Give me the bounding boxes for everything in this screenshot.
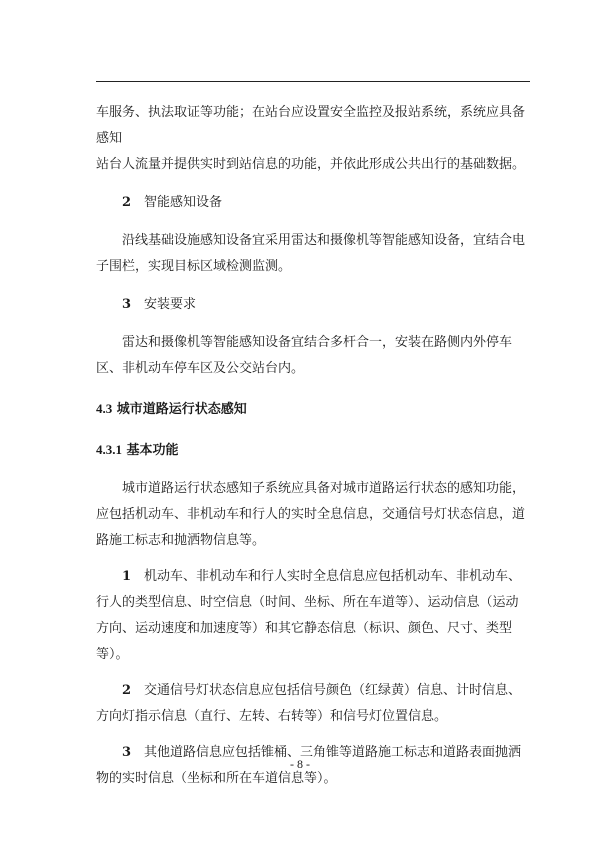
paragraph: 沿线基础设施感知设备宜采用雷达和摄像机等智能感知设备，宜结合电子围栏，实现目标区域检测监测。: [96, 233, 526, 274]
list-item: [96, 678, 530, 730]
paragraph-line: 站台人流量并提供实时到站信息的功能，并依此形成公共出行的基础数据。: [96, 157, 526, 172]
section-heading-4-3-1: [96, 437, 530, 464]
paragraph-continued: [96, 100, 530, 178]
item-text: 安装要求: [144, 297, 197, 312]
heading-text: 城市道路运行状态感知: [116, 402, 247, 417]
list-number: 1: [122, 569, 132, 584]
list-number: 3: [122, 745, 132, 760]
item-text: 智能感知设备: [144, 195, 223, 210]
item-number: 3: [122, 297, 132, 312]
list-text: 其他道路信息应包括锥桶、三角锥等道路施工标志和道路表面抛洒物的实时信息（坐标和所在车道信息等）。: [96, 745, 522, 786]
list-text: 交通信号灯状态信息应包括信号颜色（红绿黄）信息、计时信息、方向灯指示信息（直行、左转、右转等）和信号灯位置信息。: [96, 683, 522, 724]
page-number: - 8 -: [290, 757, 310, 771]
paragraph-line: 车服务、执法取证等功能；在站台应设置安全监控及报站系统，系统应具备感知: [96, 105, 526, 146]
item-number: 2: [122, 195, 132, 210]
document-body: [96, 100, 530, 792]
heading-number: 4.3.1: [96, 442, 122, 457]
item-installation-requirements: [96, 292, 530, 318]
list-item: [96, 564, 530, 668]
section-heading-4-3: [96, 396, 530, 423]
list-text: 机动车、非机动车和行人实时全息信息应包括机动车、非机动车、行人的类型信息、时空信息（时间、坐标、所在车道等）、运动信息（运动方向、运动速度和加速度等）和其它静态信息（标识、颜色、尺寸、类型等）。: [96, 569, 522, 662]
header-rule: [96, 81, 530, 82]
list-number: 2: [122, 683, 132, 698]
paragraph: 雷达和摄像机等智能感知设备宜结合多杆合一，安装在路侧内外停车区、非机动车停车区及公交站台内。: [96, 335, 513, 376]
item-smart-sensing-device: [96, 190, 530, 216]
paragraph: 城市道路运行状态感知子系统应具备对城市道路运行状态的感知功能，应包括机动车、非机动车和行人的实时全息信息，交通信号灯状态信息，道路施工标志和抛洒物信息等。: [96, 481, 526, 548]
heading-number: 4.3: [96, 401, 113, 416]
heading-text: 基本功能: [126, 443, 179, 458]
